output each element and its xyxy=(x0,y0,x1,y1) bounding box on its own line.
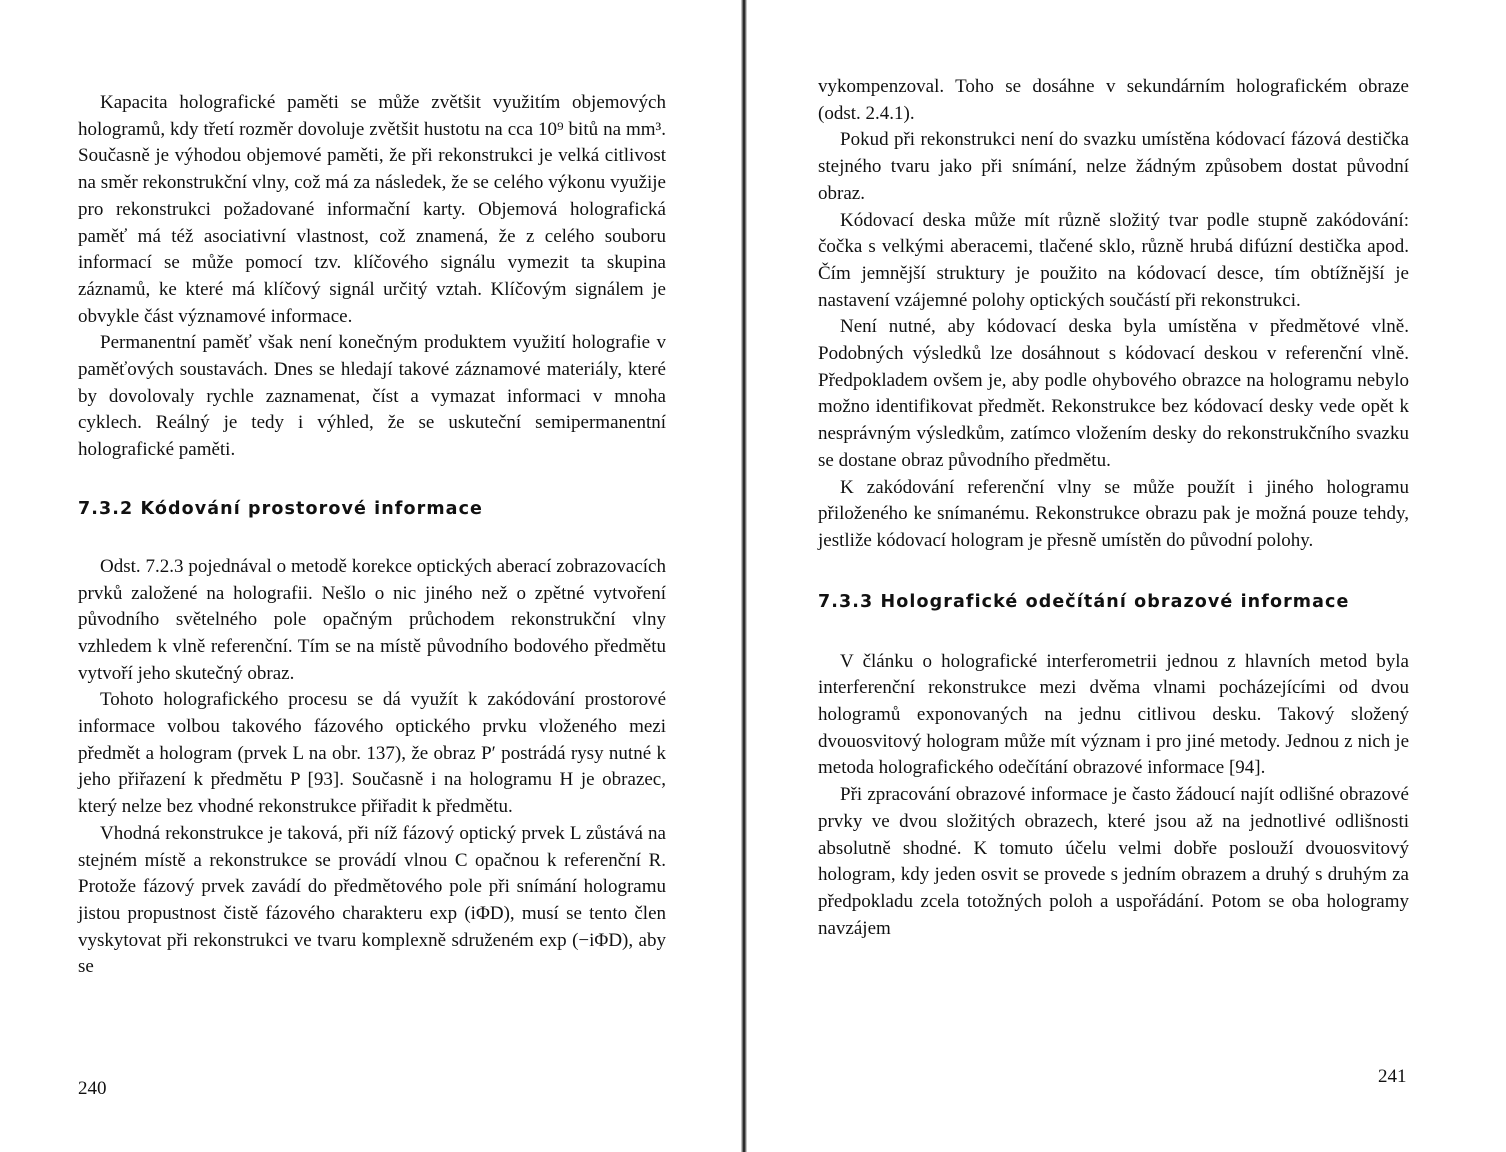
paragraph: Kapacita holografické paměti se může zvětšit využitím objemových hologramů, kdy třetí rozměr dovoluje zvětšit hustotu na cca 10⁹ bitů na mm³. Současně je výhodou objemové paměti, že při rekonstrukci je velká citlivost na směr rekonstrukční vlny, což má za následek, že se celého výkonu využije pro rekonstrukci požadované informační karty. Objemová holografická paměť má též asociativní vlastnost, což znamená, že z celého souboru informací se může pomocí tzv. klíčového signálu vymezit ta skupina záznamů, ke které má klíčový signál určitý vztah. Klíčovým signálem je obvykle část významové informace. xyxy=(78,92,666,327)
section-heading: 7.3.3 Holografické odečítání obrazové informace xyxy=(818,591,1350,612)
section-heading: 7.3.2 Kódování prostorové informace xyxy=(78,498,484,519)
paragraph: Není nutné, aby kódovací deska byla umístěna v předmětové vlně. Podobných výsledků lze dosáhnout s kódovací deskou v referenční vlně. Předpokladem ovšem je, aby podle ohybového obrazce na hologramu nebylo možno identifikovat předmět. Rekonstrukce bez kódovací desky vede opět k nesprávným výsledkům, zatímco vložením desky do rekonstrukčního svazku se dostane obraz původního předmětu. xyxy=(818,316,1409,471)
right-text-block xyxy=(818,74,1409,942)
paragraph: vykompenzoval. Toho se dosáhne v sekundárním holografickém obraze (odst. 2.4.1). xyxy=(818,76,1409,124)
paragraph: Pokud při rekonstrukci není do svazku umístěna kódovací fázová destička stejného tvaru jako při snímání, nelze žádným způsobem dostat původní obraz. xyxy=(818,129,1409,204)
paragraph: Tohoto holografického procesu se dá využít k zakódování prostorové informace volbou takového fázového optického prvku vloženého mezi předmět a hologram (prvek L na obr. 137), že obraz P′ postrádá rysy nutné k jeho přiřazení k předmětu P [93]. Současně i na hologramu H je obrazec, který nelze bez vhodné rekonstrukce přiřadit k předmětu. xyxy=(78,689,666,818)
paragraph: K zakódování referenční vlny se může použít i jiného hologramu přiloženého ke snímanému. Rekonstrukce obrazu pak je možná pouze tehdy, jestliže kódovací hologram je přesně umístěn do původní polohy. xyxy=(818,476,1409,551)
page-number: 241 xyxy=(1378,1066,1407,1087)
left-page xyxy=(0,0,745,1152)
paragraph: V článku o holografické interferometrii jednou z hlavních metod byla interferenční rekonstrukce mezi dvěma vlnami pocházejícími od dvou hologramů exponovaných na jednu citlivou desku. Takový složený dvouosvitový hologram může mít význam i pro jiné metody. Jednou z nich je metoda holografického odečítání obrazové informace [94]. xyxy=(818,650,1409,779)
paragraph: Vhodná rekonstrukce je taková, při níž fázový optický prvek L zůstává na stejném místě a rekonstrukce se provádí vlnou C opačnou k referenční R. Protože fázový prvek zavádí do předmětového pole při snímání hologramu jistou propustnost čistě fázového charakteru exp (iΦD), musí se tento člen vyskytovat při rekonstrukci ve tvaru komplexně sdruženém exp (−iΦD), aby se xyxy=(78,822,666,978)
paragraph: Při zpracování obrazové informace je často žádoucí najít odlišné obrazové prvky ve dvou složitých obrazech, které jsou až na jednotlivé odlišnosti absolutně shodné. K tomuto účelu velmi dobře poslouží dvouosvitový hologram, kdy jeden osvit se provede s jedním obrazem a druhý s druhým za předpokladu zcela totožných poloh a uspořádání. Potom se oba hologramy navzájem xyxy=(818,784,1409,939)
right-page xyxy=(745,0,1506,1152)
left-text-block xyxy=(78,90,666,981)
paragraph: Odst. 7.2.3 pojednával o metodě korekce optických aberací zobrazovacích prvků založené na holografii. Nešlo o nic jiného než o zpětné vytvoření původního světelného pole opačným průchodem rekonstrukční vlny vzhledem k vlně referenční. Tím se na místě původního bodového předmětu vytvoří jeho skutečný obraz. xyxy=(78,555,666,684)
paragraph: Kódovací deska může mít různě složitý tvar podle stupně zakódování: čočka s velkými aberacemi, tlačené sklo, různě hrubá difúzní destička apod. Čím jemnější struktury je použito na kódovací desce, tím obtížnější je nastavení vzájemné polohy optických součástí při rekonstrukci. xyxy=(818,209,1409,311)
page-number: 240 xyxy=(78,1078,107,1099)
paragraph: Permanentní paměť však není konečným produktem využití holografie v paměťových soustavách. Dnes se hledají takové záznamové materiály, které by dovolovaly rychle zaznamenat, číst a vymazat informaci v mnoha cyklech. Reálný je tedy i výhled, že se uskuteční semipermanentní holografické paměti. xyxy=(78,332,666,461)
